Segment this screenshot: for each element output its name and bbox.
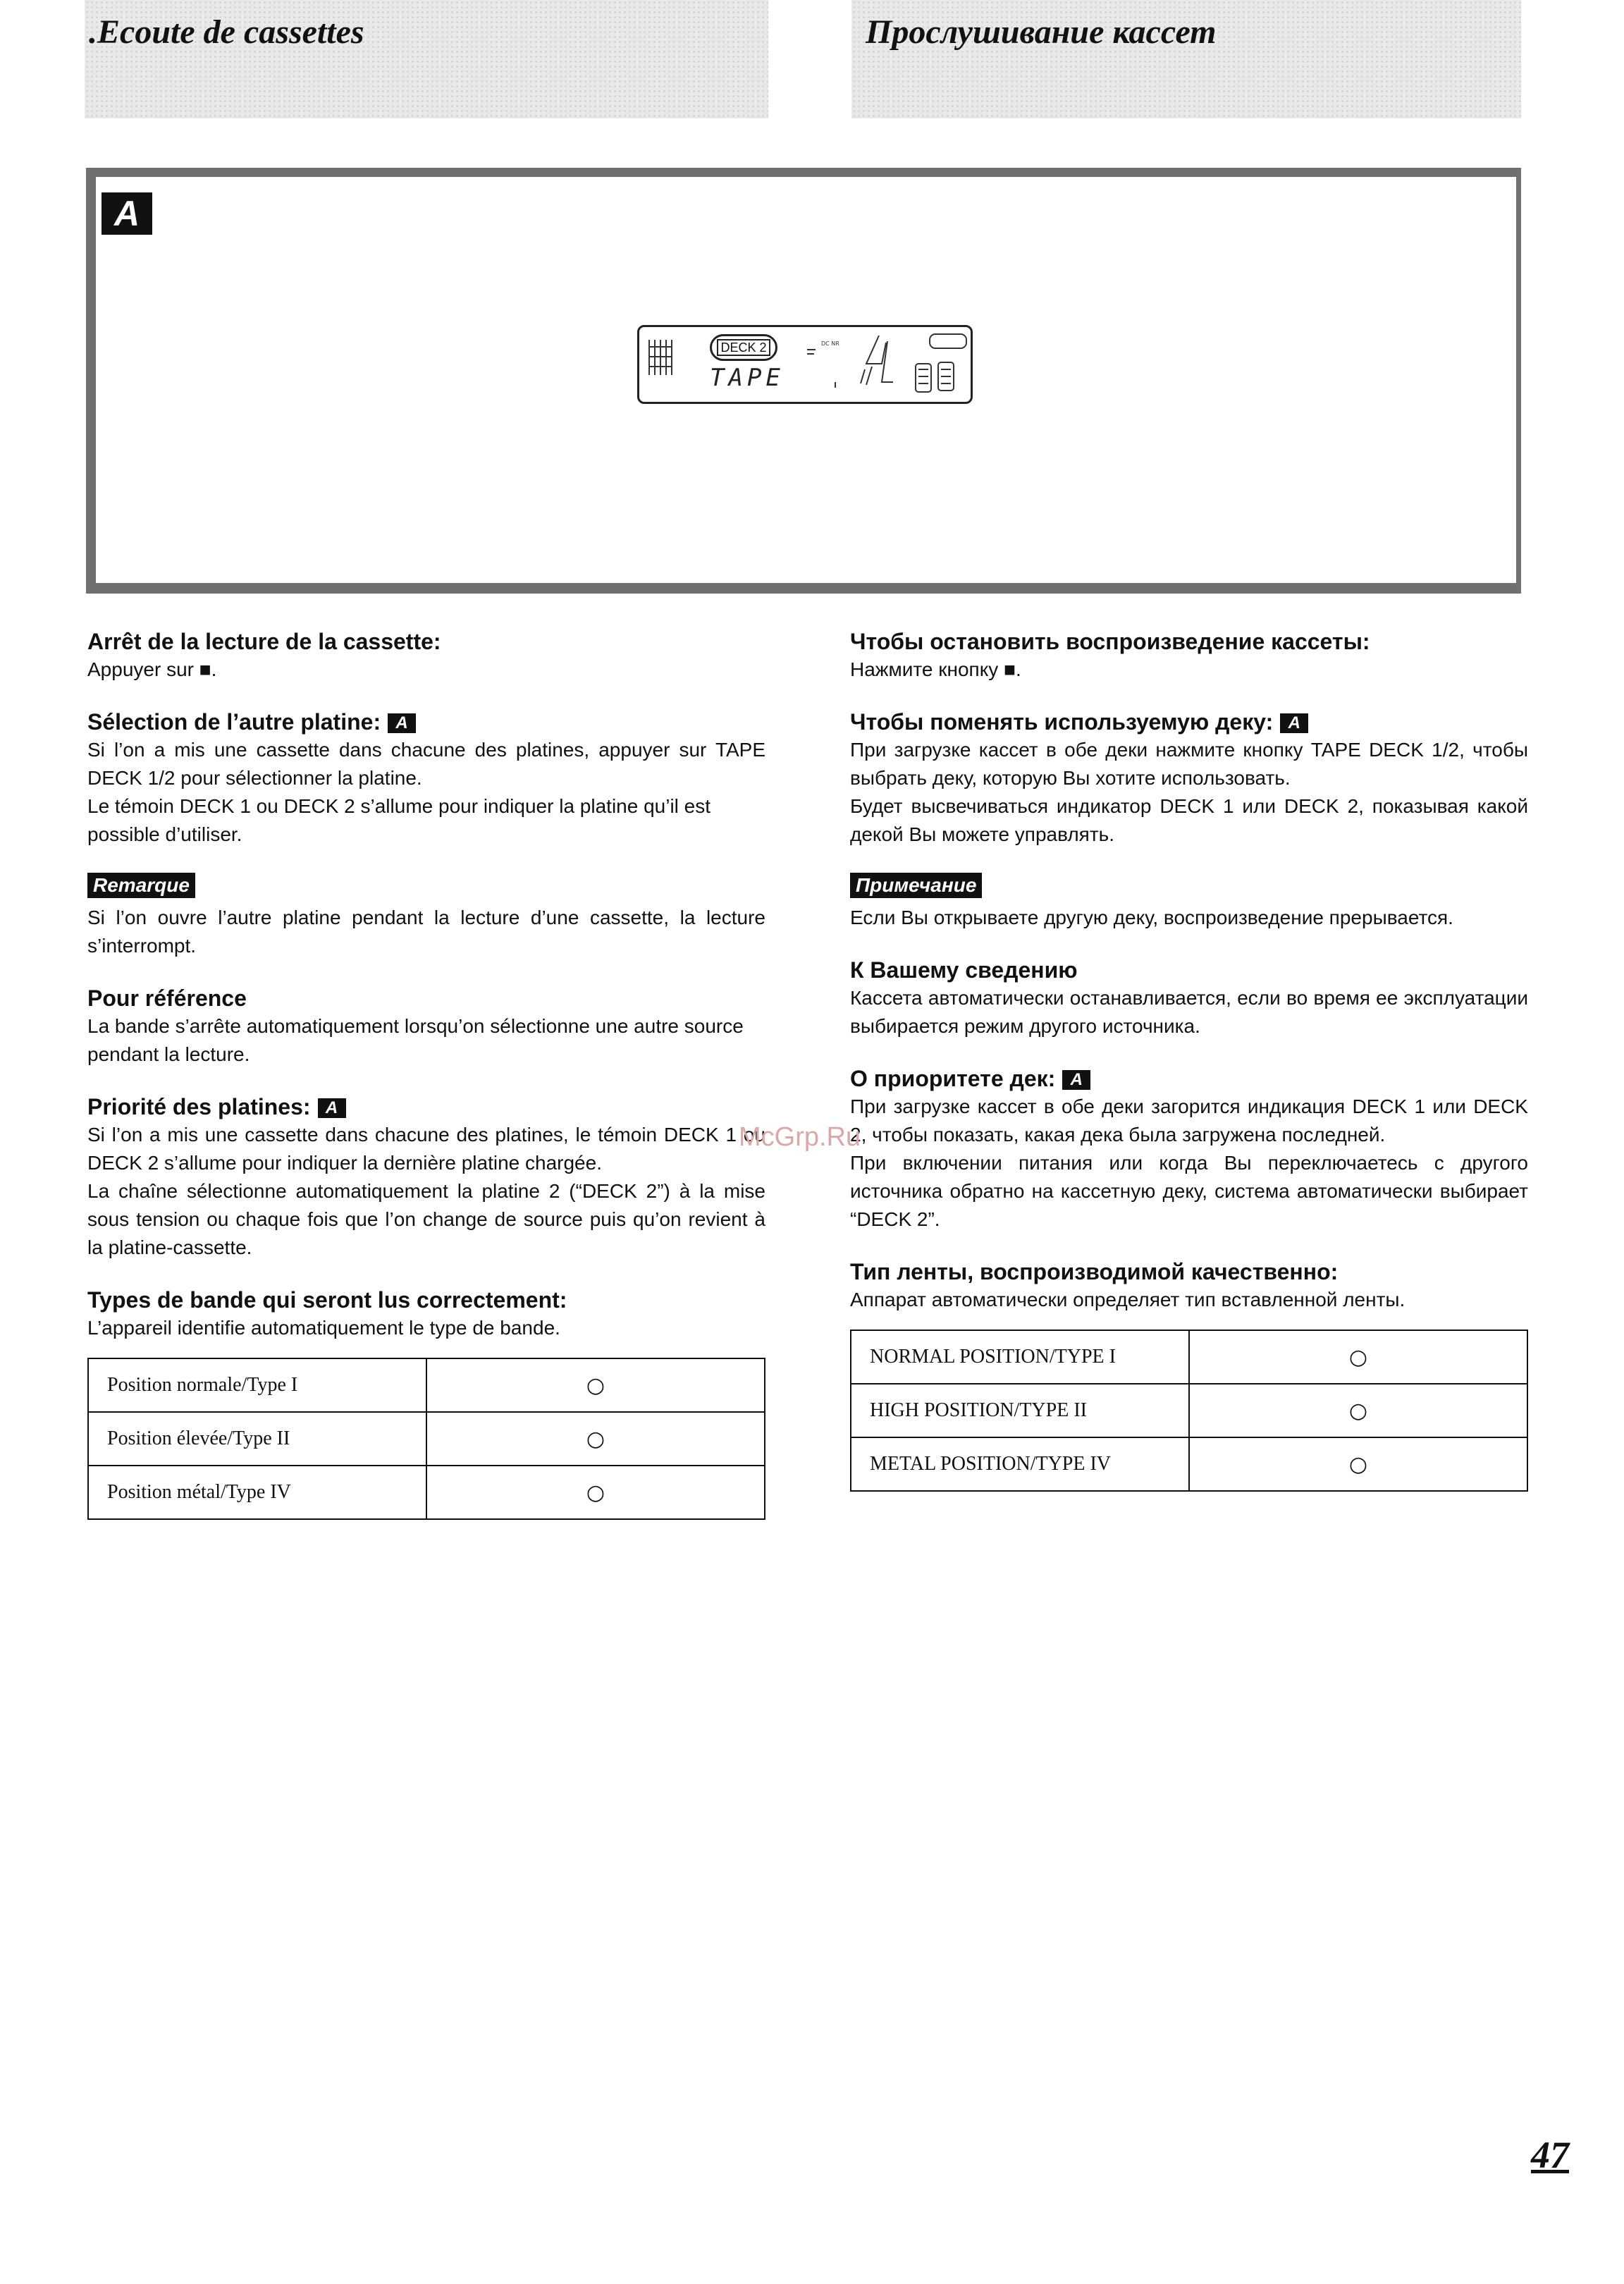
tape-type-cell: Position normale/Type I [88, 1358, 426, 1412]
section-text-2: При включении питания или когда Вы переключаетесь с другого источника обратно на кассетную деку, система автоматически выбирает “DECK 2”. [850, 1152, 1528, 1230]
section-title: Arrêt de la lecture de la cassette: [87, 629, 441, 654]
table-row [851, 1330, 1527, 1384]
section-text: La bande s’arrête automatiquement lorsqu’on sélectionne une autre source pendant la lecture. [87, 1015, 744, 1065]
section-priority [850, 1064, 1528, 1234]
section-title: Priorité des platines: [87, 1094, 311, 1119]
table-row [851, 1384, 1527, 1437]
tape-type-cell: Position métal/Type IV [88, 1466, 426, 1519]
lcd-display [637, 325, 973, 404]
section-text: Si l’on a mis une cassette dans chacune des platines, appuyer sur TAPE DECK 1/2 pour sélectionner la platine. [87, 739, 765, 789]
section-text: Аппарат автоматически определяет тип вставленной ленты. [850, 1289, 1405, 1310]
supported-mark-icon: ○ [426, 1466, 765, 1519]
section-heading [87, 708, 765, 736]
figure-a [86, 168, 1521, 594]
figure-badge: A [102, 192, 152, 235]
deck-indicator [710, 334, 777, 361]
supported-mark-icon: ○ [426, 1412, 765, 1466]
section-title: О приоритете дек: [850, 1066, 1056, 1091]
svg-text:DC NR: DC NR [821, 340, 839, 347]
section-text: L’appareil identifie automatiquement le type de bande. [87, 1317, 560, 1339]
section-text: Si l’on ouvre l’autre platine pendant la lecture d’une cassette, la lecture s’interrompt. [87, 907, 765, 957]
section-title: Тип ленты, воспроизводимой качественно: [850, 1259, 1339, 1284]
note-label: Remarque [87, 873, 195, 898]
section-stop [850, 627, 1528, 684]
note-label: Примечание [850, 873, 982, 898]
section-text: Если Вы открываете другую деку, воспроизведение прерывается. [850, 907, 1453, 928]
section-tape-types [850, 1258, 1528, 1492]
supported-mark-icon: ○ [1189, 1384, 1527, 1437]
section-title: К Вашему сведению [850, 957, 1078, 983]
section-title: Pour référence [87, 986, 247, 1011]
tape-type-table [87, 1358, 765, 1520]
tape-type-cell: HIGH POSITION/TYPE II [851, 1384, 1189, 1437]
section-text: При загрузке кассет в обе деки загорится индикация DECK 1 или DECK 2, чтобы показать, какая дека была загружена последней. [850, 1095, 1528, 1146]
section-priority [87, 1093, 765, 1262]
page-number: 47 [1531, 2134, 1569, 2176]
section-text: Si l’on a mis une cassette dans chacune des platines, le témoin DECK 1 ou DECK 2 s’allume pour indiquer la dernière platine chargée. [87, 1124, 765, 1174]
tape-type-table [850, 1330, 1528, 1492]
supported-mark-icon: ○ [426, 1358, 765, 1412]
tape-type-cell: Position élevée/Type II [88, 1412, 426, 1466]
table-row [88, 1358, 765, 1412]
section-reference [850, 956, 1528, 1040]
figure-ref-badge: A [1062, 1070, 1090, 1090]
section-heading [850, 1064, 1528, 1093]
page-title-fr: .Ecoute de cassettes [89, 13, 364, 51]
section-stop [87, 627, 765, 684]
section-title: Чтобы остановить воспроизведение кассеты: [850, 629, 1370, 654]
section-title: Чтобы поменять используемую деку: [850, 709, 1274, 735]
section-select-deck [850, 708, 1528, 849]
page-title-ru: Прослушивание кассет [866, 13, 1217, 51]
section-text: Appuyer sur ■. [87, 658, 217, 680]
section-note [87, 873, 765, 960]
table-row [88, 1466, 765, 1519]
supported-mark-icon: ○ [1189, 1437, 1527, 1491]
section-text: Кассета автоматически останавливается, если во время ее эксплуатации выбирается режим другого источника. [850, 987, 1528, 1037]
section-text-2: Будет высвечиваться индикатор DECK 1 или DECK 2, показывая какой декой Вы можете управлять. [850, 795, 1528, 845]
column-ru [850, 627, 1528, 1516]
lcd-segments-icon [639, 327, 971, 402]
figure-ref-badge: A [1280, 713, 1308, 733]
watermark: McGrp.Ru [739, 1122, 861, 1152]
section-text-2: Le témoin DECK 1 ou DECK 2 s’allume pour indiquer la platine qu’il est possible d’utiliser. [87, 795, 711, 845]
section-text: Нажмите кнопку ■. [850, 658, 1021, 680]
tape-type-cell: NORMAL POSITION/TYPE I [851, 1330, 1189, 1384]
section-heading [850, 708, 1528, 736]
header-fr-band [85, 0, 768, 118]
deck-label: DECK 2 [717, 339, 770, 356]
section-text-2: La chaîne sélectionne automatiquement la platine 2 (“DECK 2”) à la mise sous tension ou chaque fois que l’on change de source puis qu’on revient à la platine-cassette. [87, 1180, 765, 1258]
section-note [850, 873, 1528, 932]
table-row [88, 1412, 765, 1466]
section-select-deck [87, 708, 765, 849]
section-text: При загрузке кассет в обе деки нажмите кнопку TAPE DECK 1/2, чтобы выбрать деку, которую Вы хотите использовать. [850, 739, 1528, 789]
section-heading [87, 1093, 765, 1121]
lcd-source-text: TAPE [710, 364, 785, 392]
supported-mark-icon: ○ [1189, 1330, 1527, 1384]
table-row [851, 1437, 1527, 1491]
section-title: Types de bande qui seront lus correctement: [87, 1287, 567, 1313]
figure-ref-badge: A [388, 713, 416, 733]
section-reference [87, 984, 765, 1069]
header-ru-band [851, 0, 1521, 118]
tape-type-cell: METAL POSITION/TYPE IV [851, 1437, 1189, 1491]
section-title: Sélection de l’autre platine: [87, 709, 381, 735]
column-fr [87, 627, 765, 1544]
section-tape-types [87, 1286, 765, 1520]
figure-ref-badge: A [318, 1098, 346, 1118]
